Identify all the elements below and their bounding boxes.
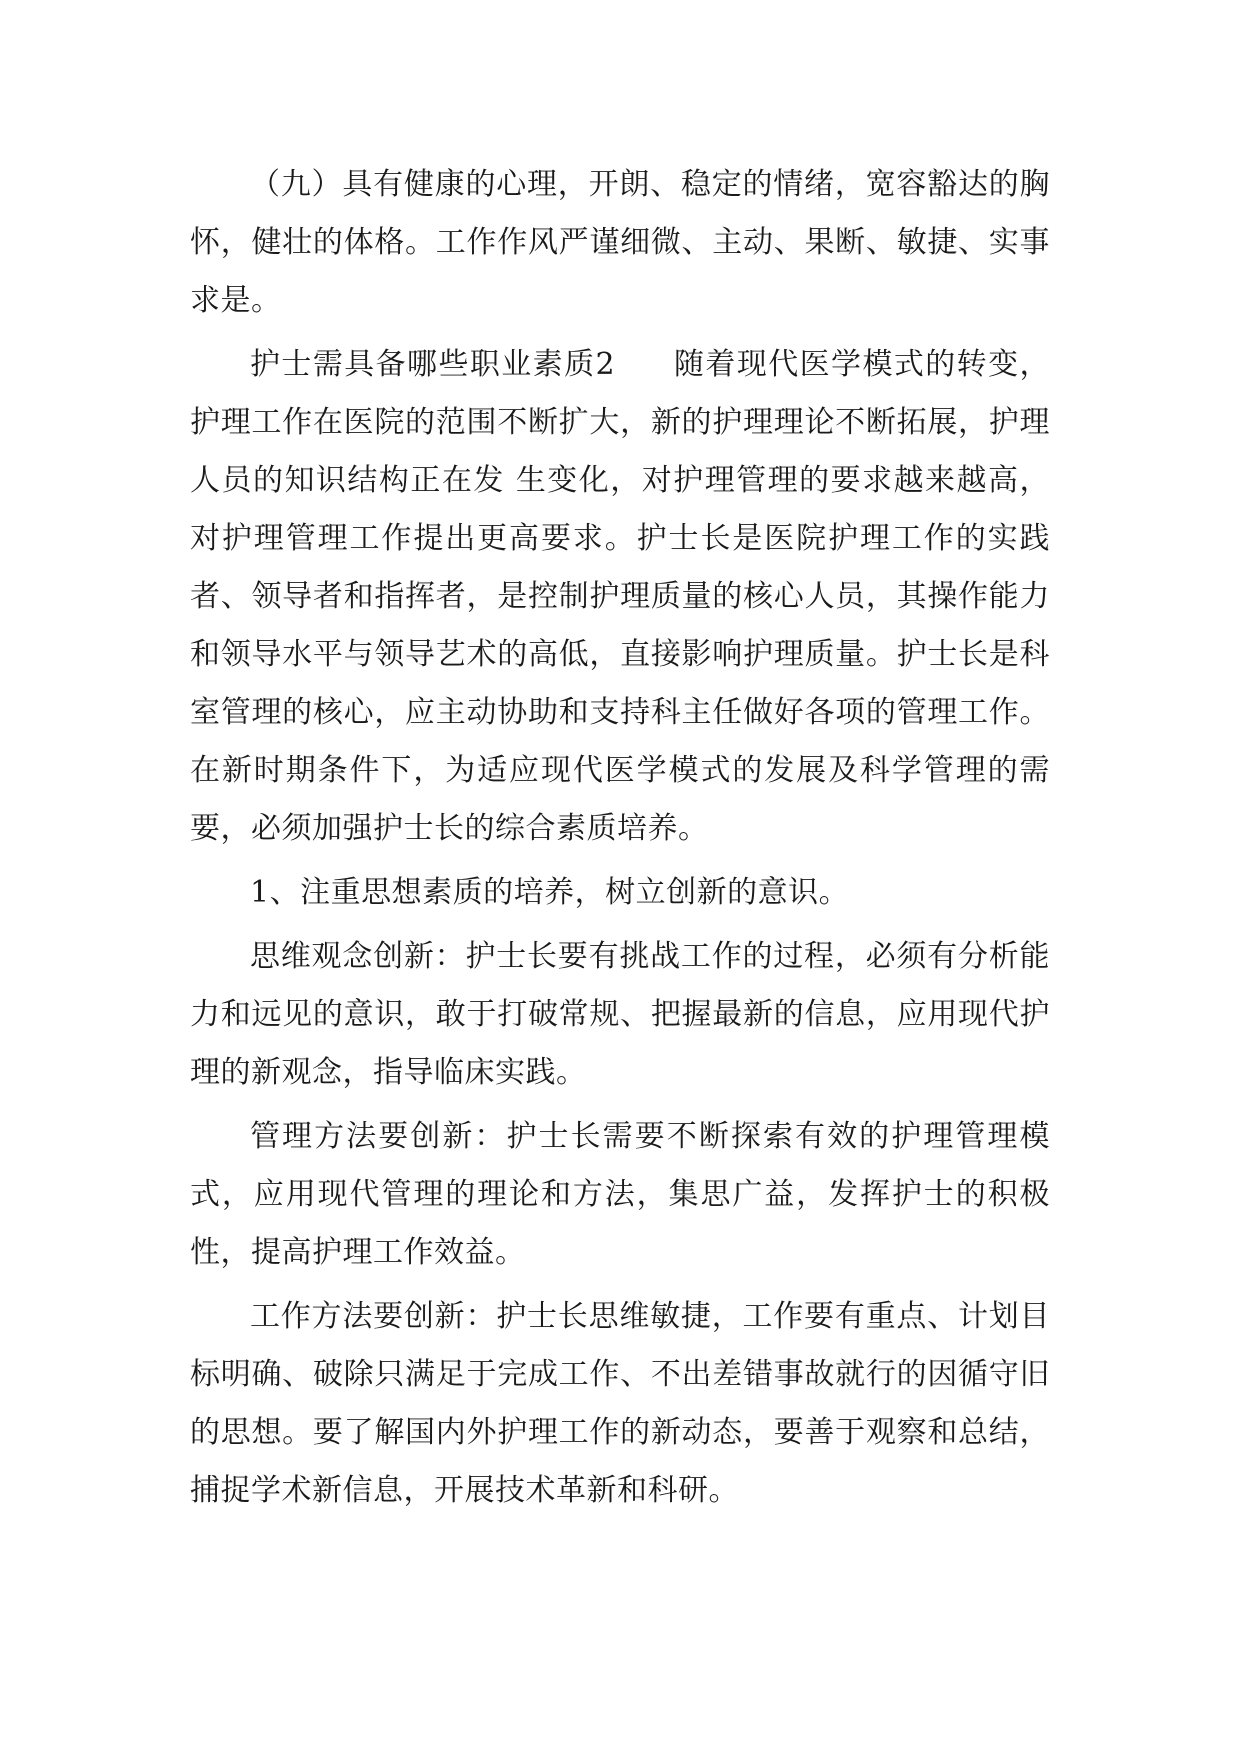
paragraph-text: 1、注重思想素质的培养，树立创新的意识。: [250, 875, 850, 910]
paragraph-text: 思维观念创新：护士长要有挑战工作的过程，必须有分析能力和远见的意识，敢于打破常规、把握最新的信息，应用现代护理的新观念，指导临床实践。: [190, 939, 1050, 1090]
paragraph-management-innovation: [190, 1108, 1050, 1282]
document-body: [190, 156, 1050, 1520]
paragraph-text: 随着现代医学模式的转变，护理工作在医院的范围不断扩大，新的护理理论不断拓展，护理人员的知识结构正在发 生变化，对护理管理的要求越来越高，对护理管理工作提出更高要求。护士长是医院护理工作的实践者、领导者和指挥者，是控制护理质量的核心人员，其操作能力和领导水平与领导艺术的高低，直接影响护理质量。护士长是科室管理的核心，应主动协助和支持科主任做好各项的管理工作。在新时期条件下，为适应现代医学模式的发展及科学管理的需要，必须加强护士长的综合素质培养。: [190, 347, 1051, 846]
paragraph-work-method-innovation: [190, 1288, 1050, 1520]
paragraph-health-psychology: [190, 156, 1050, 330]
paragraph-point-1: [190, 864, 1050, 922]
paragraph-text: 工作方法要创新：护士长思维敏捷，工作要有重点、计划目标明确、破除只满足于完成工作、不出差错事故就行的因循守旧的思想。要了解国内外护理工作的新动态，要善于观察和总结，捕捉学术新信息，开展技术革新和科研。: [190, 1299, 1050, 1508]
paragraph-professional-quality: [190, 336, 1050, 858]
paragraph-text: （九）具有健康的心理，开朗、稳定的情绪，宽容豁达的胸怀，健壮的体格。工作作风严谨细微、主动、果断、敏捷、实事求是。: [190, 167, 1050, 318]
paragraph-text: 管理方法要创新：护士长需要不断探索有效的护理管理模式，应用现代管理的理论和方法，集思广益，发挥护士的积极性，提高护理工作效益。: [190, 1119, 1050, 1270]
paragraph-thinking-innovation: [190, 928, 1050, 1102]
section-heading: 护士需具备哪些职业素质2: [250, 347, 616, 382]
